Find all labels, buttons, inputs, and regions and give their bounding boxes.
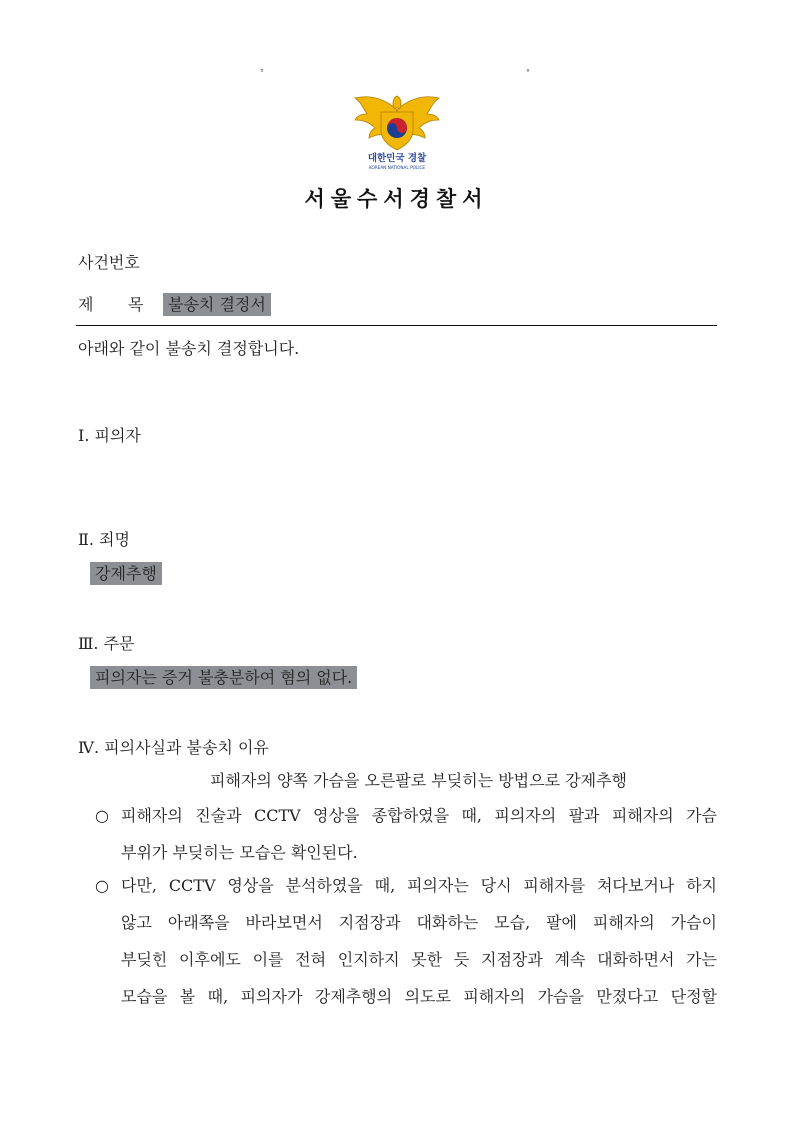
facts-summary: 피해자의 양쪽 가슴을 오른팔로 부딪히는 방법으로 강제추행 <box>210 771 627 790</box>
case-number-label: 사건번호 <box>78 253 140 272</box>
section-suspect-heading: Ⅰ. 피의자 <box>78 426 141 445</box>
bullet-circle-1: ○ <box>95 806 109 825</box>
section-charge-heading: Ⅱ. 죄명 <box>78 530 130 549</box>
header-dot-left: ° <box>260 68 264 77</box>
facts-paragraph-2-line-3: 부딪힌 이후에도 이를 전혀 인지하지 못한 듯 지점장과 계속 대화하면서 가는 <box>121 950 717 969</box>
facts-paragraph-1 <box>121 797 717 871</box>
facts-paragraph-2 <box>121 867 717 1015</box>
facts-paragraph-2-line-1: 다만, CCTV 영상을 분석하였을 때, 피의자는 당시 피해자를 쳐다보거나 하지 <box>121 876 717 895</box>
facts-paragraph-1-line-2: 부위가 부딪히는 모습은 확인된다. <box>121 843 358 862</box>
header-divider <box>76 325 717 326</box>
facts-paragraph-2-line-2: 않고 아래쪽을 바라보면서 지점장과 대화하는 모습, 팔에 피해자의 가슴이 <box>121 913 717 932</box>
facts-paragraph-1-line-1: 피해자의 진술과 CCTV 영상을 종합하였을 때, 피의자의 팔과 피해자의 가슴 <box>121 806 717 825</box>
emblem-text-ko: 대한민국 경찰 <box>367 153 427 164</box>
section-facts-heading: Ⅳ. 피의사실과 불송치 이유 <box>78 738 269 757</box>
intro-text: 아래와 같이 불송치 결정합니다. <box>78 339 300 358</box>
emblem-text-en: KOREAN NATIONAL POLICE <box>368 165 426 170</box>
bullet-circle-2: ○ <box>95 876 109 895</box>
police-emblem-logo <box>351 92 443 172</box>
station-title: 서울수서경찰서 <box>304 187 489 211</box>
charge-value: 강제추행 <box>90 562 162 585</box>
subject-label-char-1: 제 <box>78 295 94 314</box>
section-order-heading: Ⅲ. 주문 <box>78 634 135 653</box>
subject-label-char-2: 목 <box>128 295 144 314</box>
order-value: 피의자는 증거 불충분하여 혐의 없다. <box>90 666 357 689</box>
header-dot-right: ° <box>526 68 530 77</box>
subject-value: 불송치 결정서 <box>163 293 271 316</box>
facts-paragraph-2-line-4: 모습을 볼 때, 피의자가 강제추행의 의도로 피해자의 가슴을 만졌다고 단정할 <box>121 987 717 1006</box>
